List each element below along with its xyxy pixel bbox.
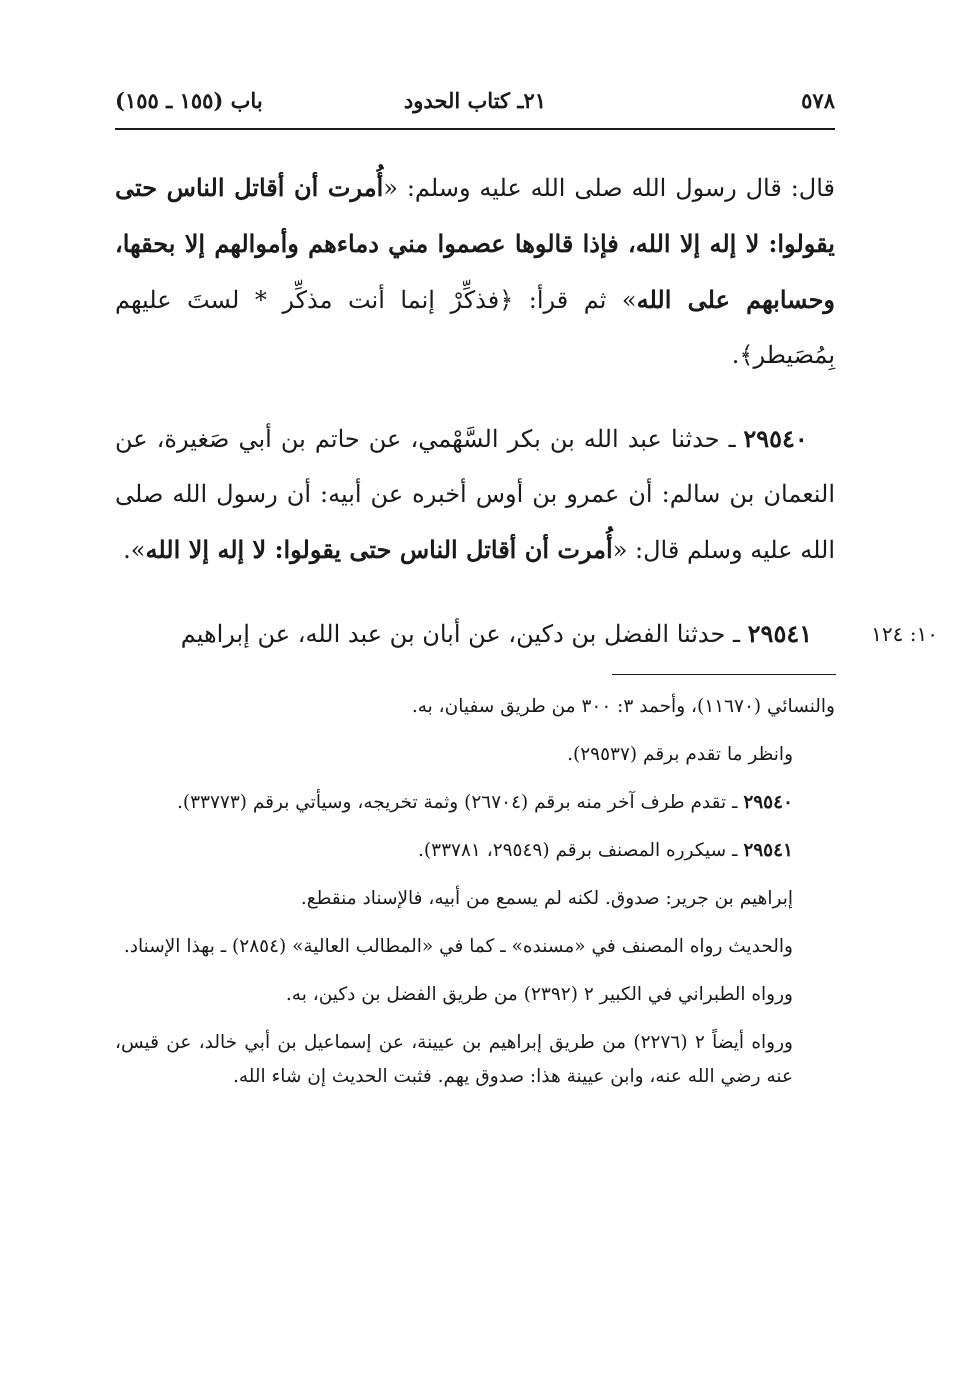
header-divider <box>115 128 835 130</box>
footnote-text: ـ سيكرره المصنف برقم (٢٩٥٤٩، ٣٣٧٨١). <box>418 840 744 861</box>
hadith-quote: أُمرت أن أقاتل الناس حتى يقولوا: لا إله إلا الله، فإذا قالوها عصموا مني دماءهم وأموالهم إلا بحقها، وحسابهم على الله <box>115 173 836 314</box>
hadith-text: قال: قال رسول الله صلى الله عليه وسلم: « <box>383 174 836 202</box>
hadith-number: ٢٩٥٤١ <box>747 619 813 648</box>
hadith-text-end: ». <box>123 536 146 564</box>
hadith-continuation <box>115 160 835 383</box>
hadith-29540 <box>115 411 835 578</box>
page-header <box>115 82 835 126</box>
book-title: ٢١ـ كتاب الحدود <box>403 88 547 113</box>
footnote-text: ـ تقدم طرف آخر منه برقم (٢٦٧٠٤) وثمة تخريجه، وسيأتي برقم (٣٣٧٧٣). <box>176 792 744 813</box>
hadith-quote: أُمرت أن أقاتل الناس حتى يقولوا: لا إله إلا الله <box>145 535 613 564</box>
footnote-line: ورواه الطبراني في الكبير ٢ (٢٣٩٢) من طريق الفضل بن دكين، به. <box>285 984 793 1005</box>
footnote-line: إبراهيم بن جرير: صدوق. لكنه لم يسمع من أبيه، فالإسناد منقطع. <box>300 888 793 909</box>
hadith-text: ـ حدثنا الفضل بن دكين، عن أبان بن عبد الله، عن إبراهيم <box>180 620 748 648</box>
footnote-number: ٢٩٥٤١ <box>743 840 793 861</box>
footnote-29541 <box>115 834 835 868</box>
hadith-29541 <box>115 606 835 662</box>
chapter-range: باب (١٥٥ ـ ١٥٥) <box>115 88 263 113</box>
footnote-divider <box>612 674 836 675</box>
footnote-line: والحديث رواه المصنف في «مسنده» ـ كما في «المطالب العالية» (٢٨٥٤) ـ بهذا الإسناد. <box>123 936 793 957</box>
footnotes <box>115 690 835 1108</box>
footnote-line: وانظر ما تقدم برقم (٢٩٥٣٧). <box>567 744 793 765</box>
margin-reference: ١٠: ١٢٤ <box>871 622 938 646</box>
footnote-29540 <box>115 786 835 820</box>
footnote-line: والنسائي (١١٦٧٠)، وأحمد ٣: ٣٠٠ من طريق سفيان، به. <box>411 696 835 717</box>
footnote-line: ورواه أيضاً ٢ (٢٢٧٦) من طريق إبراهيم بن عيينة، عن إسماعيل بن أبي خالد، عن قيس، عنه رضي الله عنه، وابن عيينة هذا: صدوق يهم. فثبت الحديث إن شاء الله. <box>115 1032 793 1087</box>
main-text <box>115 160 835 662</box>
hadith-number: ٢٩٥٤٠ <box>743 424 808 453</box>
hadith-text-end: » ثم قرأ: ﴿فذكِّرْ إنما أنت مذكِّر * لستَ عليهم بِمُصَيطر﴾. <box>115 286 835 369</box>
footnote-number: ٢٩٥٤٠ <box>743 792 793 813</box>
hadith-text: ـ حدثنا عبد الله بن بكر السَّهْمي، عن حاتم بن أبي صَغيرة، عن النعمان بن سالم: أن عمرو بن أوس أخبره عن أبيه: أن رسول الله صلى الله عليه وسلم قال: « <box>115 425 835 564</box>
page-number: ٥٧٨ <box>801 88 835 113</box>
